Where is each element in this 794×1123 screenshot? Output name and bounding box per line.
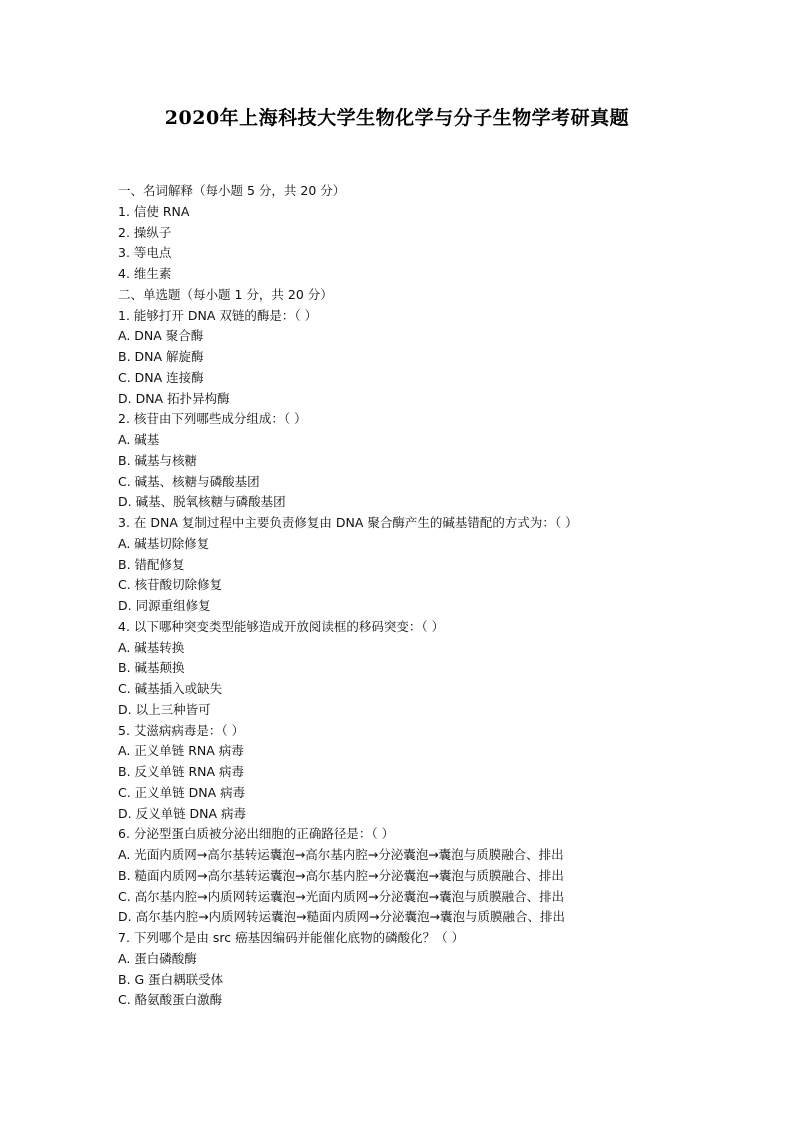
text-line: A. 蛋白磷酸酶 <box>118 950 197 966</box>
text-line: A. 光面内质网→高尔基转运囊泡→高尔基内腔→分泌囊泡→囊泡与质膜融合、排出 <box>118 847 564 862</box>
text-line: D. 反义单链 DNA 病毒 <box>118 805 247 821</box>
text-line: 一、名词解释（每小题 5 分，共 20 分） <box>118 183 346 198</box>
text-line: B. 碱基与核糖 <box>118 452 198 468</box>
document-body <box>118 181 678 1011</box>
text-line: A. 正义单链 RNA 病毒 <box>118 743 244 759</box>
text-line: 4. 以下哪种突变类型能够造成开放阅读框的移码突变：（ ） <box>118 618 445 634</box>
text-line: B. 碱基颠换 <box>118 660 185 676</box>
text-line: D. 以上三种皆可 <box>118 701 211 717</box>
text-line: D. 高尔基内腔→内质网转运囊泡→糙面内质网→分泌囊泡→囊泡与质膜融合、排出 <box>118 909 565 925</box>
text-line: 6. 分泌型蛋白质被分泌出细胞的正确路径是：（ ） <box>118 826 395 842</box>
text-line: 1. 能够打开 DNA 双链的酶是：（ ） <box>118 307 318 323</box>
text-line: B. DNA 解旋酶 <box>118 349 204 364</box>
text-line: D. 同源重组修复 <box>118 598 211 613</box>
text-line: C. DNA 连接酶 <box>118 369 204 385</box>
text-line: 3. 等电点 <box>118 245 172 261</box>
text-line: A. 碱基切除修复 <box>118 535 210 551</box>
text-line: 二、单选题（每小题 1 分，共 20 分） <box>118 286 333 302</box>
text-line: C. 高尔基内腔→内质网转运囊泡→光面内质网→分泌囊泡→囊泡与质膜融合、排出 <box>118 888 565 904</box>
text-line: 7. 下列哪个是由 src 癌基因编码并能催化底物的磷酸化？（ ） <box>118 930 465 945</box>
text-line: A. 碱基 <box>118 432 160 447</box>
text-line: C. 核苷酸切除修复 <box>118 577 223 593</box>
document-title: 2020年上海科技大学生物化学与分子生物学考研真题 <box>164 107 630 129</box>
text-line: 2. 操纵子 <box>118 224 172 240</box>
text-line: B. 错配修复 <box>118 556 185 572</box>
text-line: 2. 核苷由下列哪些成分组成：（ ） <box>118 411 307 427</box>
text-line: C. 碱基、核糖与磷酸基团 <box>118 473 260 489</box>
text-line: A. 碱基转换 <box>118 639 185 655</box>
text-line: C. 酪氨酸蛋白激酶 <box>118 992 223 1008</box>
text-line: D. 碱基、脱氧核糖与磷酸基团 <box>118 494 286 510</box>
text-line: B. 糙面内质网→高尔基转运囊泡→高尔基内腔→分泌囊泡→囊泡与质膜融合、排出 <box>118 867 564 883</box>
text-line: 1. 信使 RNA <box>118 203 190 219</box>
text-line: 4. 维生素 <box>118 266 172 281</box>
text-line: 3. 在 DNA 复制过程中主要负责修复由 DNA 聚合酶产生的碱基错配的方式为：（ ） <box>118 515 578 530</box>
text-line: C. 正义单链 DNA 病毒 <box>118 784 246 800</box>
text-line: A. DNA 聚合酶 <box>118 328 204 344</box>
text-line: B. 反义单链 RNA 病毒 <box>118 764 245 779</box>
text-line: D. DNA 拓扑异构酶 <box>118 390 230 406</box>
text-line: C. 碱基插入或缺失 <box>118 681 223 696</box>
text-line: B. G 蛋白耦联受体 <box>118 971 224 987</box>
text-line: 5. 艾滋病病毒是：（ ） <box>118 722 245 738</box>
